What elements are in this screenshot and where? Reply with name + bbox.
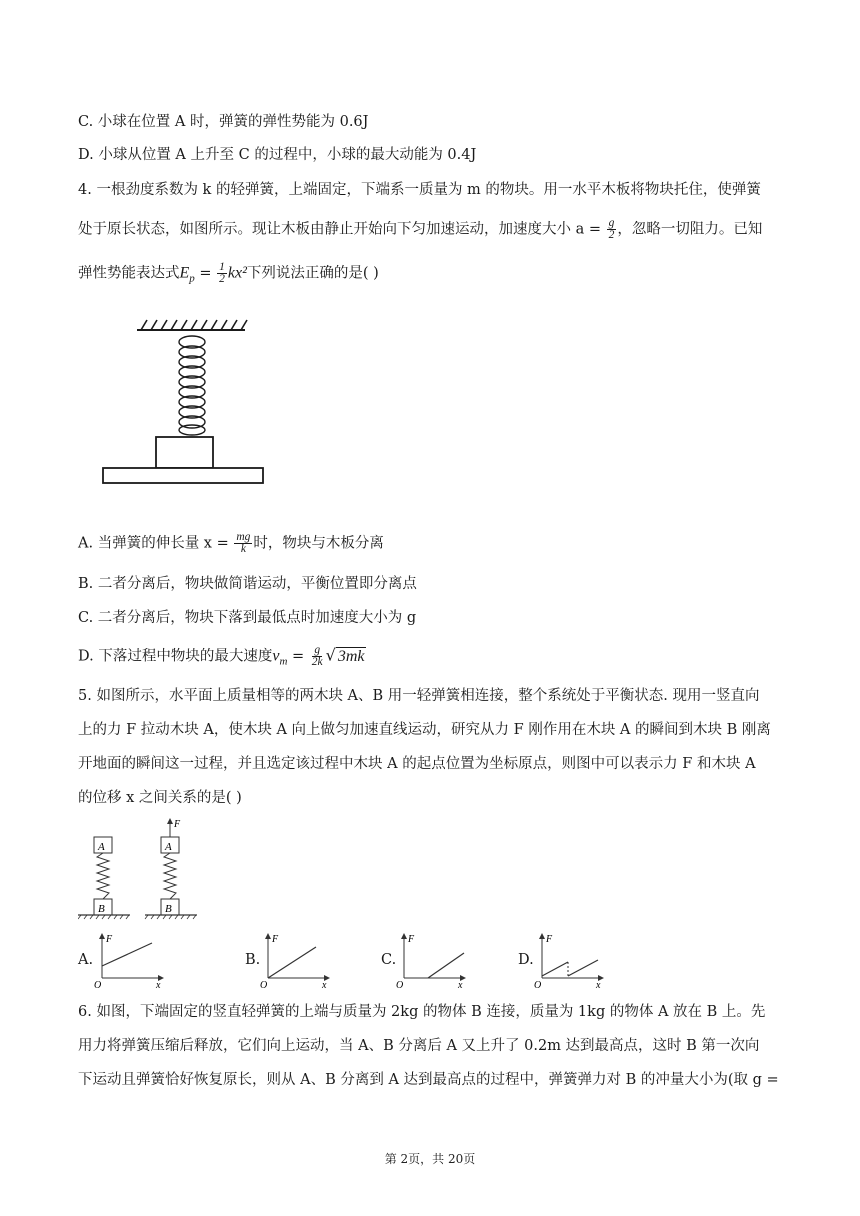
option-c-prev: C. 小球在位置 A 时，弹簧的弹性势能为 0.6J [78,114,369,130]
axis-x-d: x [596,980,601,988]
q4-d-text: D. 下落过程中物块的最大速度 [78,648,273,665]
option-d-prev: D. 小球从位置 A 上升至 C 的过程中，小球的最大动能为 0.4J [78,147,477,163]
block-b-label-right: B [165,903,172,915]
graph-option-b [258,930,333,988]
q4-line-2 [78,218,762,241]
axis-f-d: F [546,934,553,945]
vm-subscript: m [279,655,288,668]
block-a-label-right: A [165,841,172,853]
option-c-label: C. [381,952,397,968]
block-a-label-left: A [98,841,105,853]
origin-a: O [94,980,102,988]
q5-line-4: 的位移 x 之间关系的是( ) [78,790,242,806]
q6-line-1: 6. 如图，下端固定的竖直轻弹簧的上端与质量为 2kg 的物体 B 连接，质量为 1kg 的物体 A 放在 B 上。先 [78,1004,766,1020]
page-footer: 第 2页，共 20页 [384,1152,476,1166]
q4-option-a [78,532,384,555]
axis-x-b: x [322,980,327,988]
option-b-label: B. [245,952,261,968]
q5-line-1: 5. 如图所示，水平面上质量相等的两木块 A、B 用一轻弹簧相连接，整个系统处于平衡状态. 现用一竖直向 [78,688,760,704]
fraction-half: $\frac{1}{2}$ [219,261,225,285]
fraction-mg-over-k: $\frac{mg}{k}$ [236,531,251,555]
q4-text-end: ，忽略一切阻力。已知 [617,221,763,238]
axis-x-c: x [458,980,463,988]
ep-equals: = [194,265,217,282]
force-label: F [174,819,181,830]
q6-line-3: 下运动且弹簧恰好恢复原长，则从 A、B 分离到 A 达到最高点的过程中，弹簧弹力对 B 的冲量大小为(取 g = [78,1072,779,1088]
q4-option-d [78,645,366,671]
ep-symbol: E [179,264,190,282]
q5-line-2: 上的力 F 拉动木块 A，使木块 A 向上做匀加速直线运动，研究从力 F 刚作用在木块 A 的瞬间到木块 B 刚离 [78,722,771,738]
option-a-label: A. [78,952,94,968]
origin-d: O [534,980,542,988]
q4-option-b: B. 二者分离后，物块做简谐运动，平衡位置即分离点 [78,576,417,592]
graph-option-d [532,930,607,988]
graph-option-c [394,930,469,988]
axis-f-c: F [408,934,415,945]
q6-line-2: 用力将弹簧压缩后释放，它们向上运动，当 A、B 分离后 A 又上升了 0.2m 达到最高点，这时 B 第一次向 [78,1038,760,1054]
graph-option-a [92,930,167,988]
q4-line-1: 4. 一根劲度系数为 k 的轻弹簧，上端固定，下端系一质量为 m 的物块。用一水平木板将物块托住，使弹簧 [78,182,761,198]
q4-a-text: A. 当弹簧的伸长量 x = [78,535,234,552]
figure-spring-block [95,312,275,492]
q4-line-3 [78,262,379,288]
option-d-label: D. [518,952,534,968]
origin-c: O [396,980,404,988]
q4-ep-label: 弹性势能表达式 [78,265,180,282]
axis-x-a: x [156,980,161,988]
setup-right [145,818,197,919]
figure-two-blocks [78,815,203,925]
q5-line-3: 开地面的瞬间这一过程，并且选定该过程中木块 A 的起点位置为坐标原点，则图中可以表示力 F 和木块 A [78,756,756,772]
sqrt-sign: √ [325,645,336,665]
vm-equals: = [287,648,309,665]
axis-f-b: F [272,934,279,945]
q4-option-c: C. 二者分离后，物块下落到最低点时加速度大小为 g [78,610,417,626]
ep-subscript: p [189,272,195,285]
vm-symbol: v [272,647,280,665]
setup-left [78,837,130,919]
fraction-g-over-2: $\frac{g}{2}$ [608,217,615,241]
ep-tail: kx² [227,264,247,282]
fraction-g-over-2k: $\frac{g}{2k}$ [311,644,323,668]
block-b-label-left: B [98,903,105,915]
sqrt-content: 3mk [337,647,365,665]
origin-b: O [260,980,268,988]
q4-a-tail: 时，物块与木板分离 [253,535,384,552]
axis-f-a: F [106,934,113,945]
q4-text: 处于原长状态，如图所示。现让木板由静止开始向下匀加速运动，加速度大小 a = [78,221,606,238]
q4-question: 下列说法正确的是( ) [246,265,379,282]
